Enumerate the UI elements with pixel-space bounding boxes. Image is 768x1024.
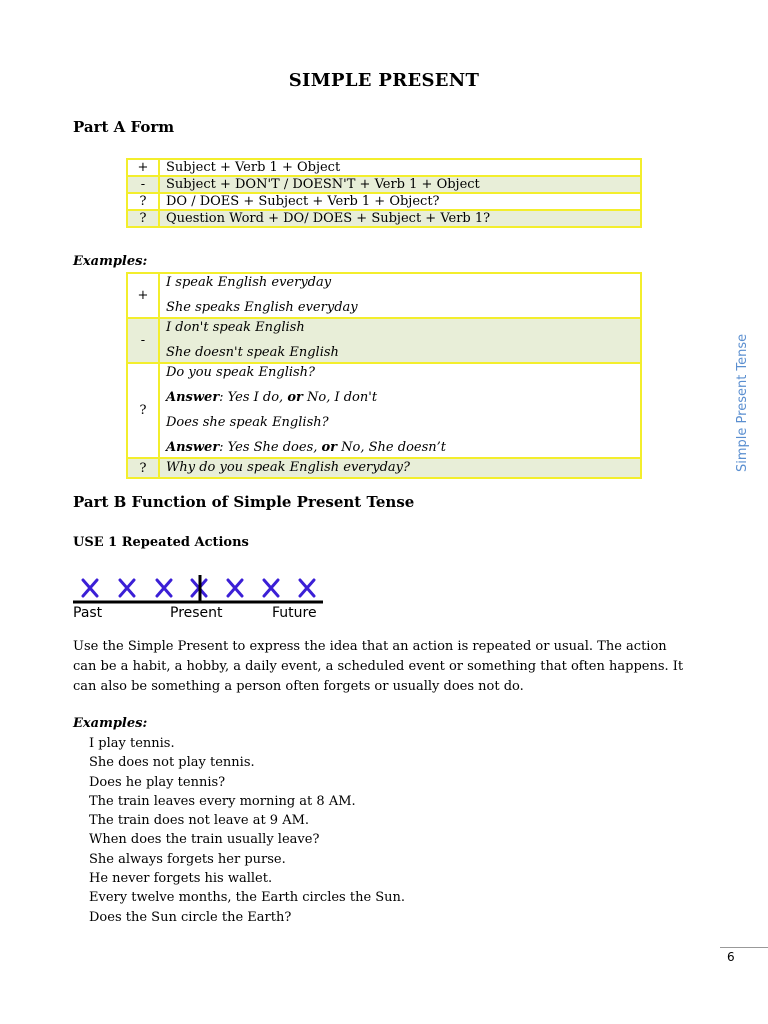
x-mark bbox=[83, 580, 97, 596]
list-item: She does not play tennis. bbox=[89, 755, 255, 771]
footer-divider bbox=[720, 947, 768, 948]
form-symbol: ? bbox=[127, 193, 159, 210]
example-line: She speaks English everyday bbox=[166, 300, 358, 315]
form-text: Subject + Verb 1 + Object bbox=[159, 159, 641, 176]
x-mark bbox=[228, 580, 242, 596]
form-text: Question Word + DO/ DOES + Subject + Verb 1? bbox=[159, 210, 641, 227]
example-line: I speak English everyday bbox=[166, 275, 332, 290]
use1-heading: USE 1 Repeated Actions bbox=[73, 535, 249, 550]
example-row-wh bbox=[127, 458, 641, 478]
answer-label: Answer bbox=[166, 390, 220, 405]
list-item: She always forgets her purse. bbox=[89, 851, 286, 867]
form-symbol: ? bbox=[127, 210, 159, 227]
x-mark bbox=[300, 580, 314, 596]
x-mark bbox=[120, 580, 134, 596]
list-item: The train does not leave at 9 AM. bbox=[89, 813, 310, 829]
timeline-label-past: Past bbox=[73, 605, 103, 620]
part-a-heading: Part A Form bbox=[73, 118, 175, 136]
example-question: Does she speak English? bbox=[166, 415, 329, 430]
example-row-positive bbox=[127, 273, 641, 318]
example-symbol: ? bbox=[127, 363, 159, 458]
example-answer: Answer: Yes I do, or No, I don't bbox=[166, 390, 378, 405]
timeline-label-present: Present bbox=[170, 605, 223, 620]
page-title: SIMPLE PRESENT bbox=[288, 70, 480, 91]
page-number: 6 bbox=[727, 950, 735, 964]
example-symbol: - bbox=[127, 318, 159, 363]
side-label: Simple Present Tense bbox=[735, 333, 750, 472]
examples-list bbox=[89, 734, 405, 927]
examples-table bbox=[126, 272, 642, 479]
timeline-diagram bbox=[73, 572, 333, 620]
part-b-heading: Part B Function of Simple Present Tense bbox=[73, 493, 415, 511]
form-symbol: - bbox=[127, 176, 159, 193]
example-question: Do you speak English? bbox=[166, 365, 316, 380]
form-table bbox=[126, 158, 642, 228]
x-mark bbox=[157, 580, 171, 596]
example-line: Why do you speak English everyday? bbox=[166, 460, 410, 475]
form-symbol: + bbox=[127, 159, 159, 176]
or-word: or bbox=[321, 440, 338, 455]
example-row-question bbox=[127, 363, 641, 458]
form-text: DO / DOES + Subject + Verb 1 + Object? bbox=[159, 193, 641, 210]
description-paragraph: Use the Simple Present to express the idea that an action is repeated or usual. The action can be a habit, a hobby, a daily event, a scheduled event or something that often happens. It can also be something a person often forgets or usually does not do. bbox=[73, 639, 684, 694]
example-line: She doesn't speak English bbox=[166, 345, 339, 360]
list-item: The train leaves every morning at 8 AM. bbox=[89, 793, 356, 809]
form-row bbox=[127, 176, 641, 193]
list-item: Does he play tennis? bbox=[89, 774, 226, 790]
example-line: I don't speak English bbox=[166, 320, 305, 335]
form-row bbox=[127, 210, 641, 227]
x-mark bbox=[264, 580, 278, 596]
form-row bbox=[127, 159, 641, 176]
examples-label-b: Examples: bbox=[73, 716, 148, 731]
or-word: or bbox=[287, 390, 303, 405]
list-item: Every twelve months, the Earth circles the Sun. bbox=[89, 890, 406, 906]
example-row-negative bbox=[127, 318, 641, 363]
list-item: Does the Sun circle the Earth? bbox=[89, 909, 292, 925]
example-symbol: + bbox=[127, 273, 159, 318]
list-item: When does the train usually leave? bbox=[89, 832, 320, 848]
examples-label: Examples: bbox=[73, 254, 148, 269]
form-text: Subject + DON'T / DOESN'T + Verb 1 + Object bbox=[159, 176, 641, 193]
timeline-label-future: Future bbox=[272, 605, 317, 620]
answer-label: Answer bbox=[166, 440, 220, 455]
example-symbol: ? bbox=[127, 458, 159, 478]
form-row bbox=[127, 193, 641, 210]
list-item: I play tennis. bbox=[89, 736, 175, 751]
list-item: He never forgets his wallet. bbox=[89, 871, 273, 887]
example-answer: Answer: Yes She does, or No, She doesn’t bbox=[166, 440, 446, 455]
